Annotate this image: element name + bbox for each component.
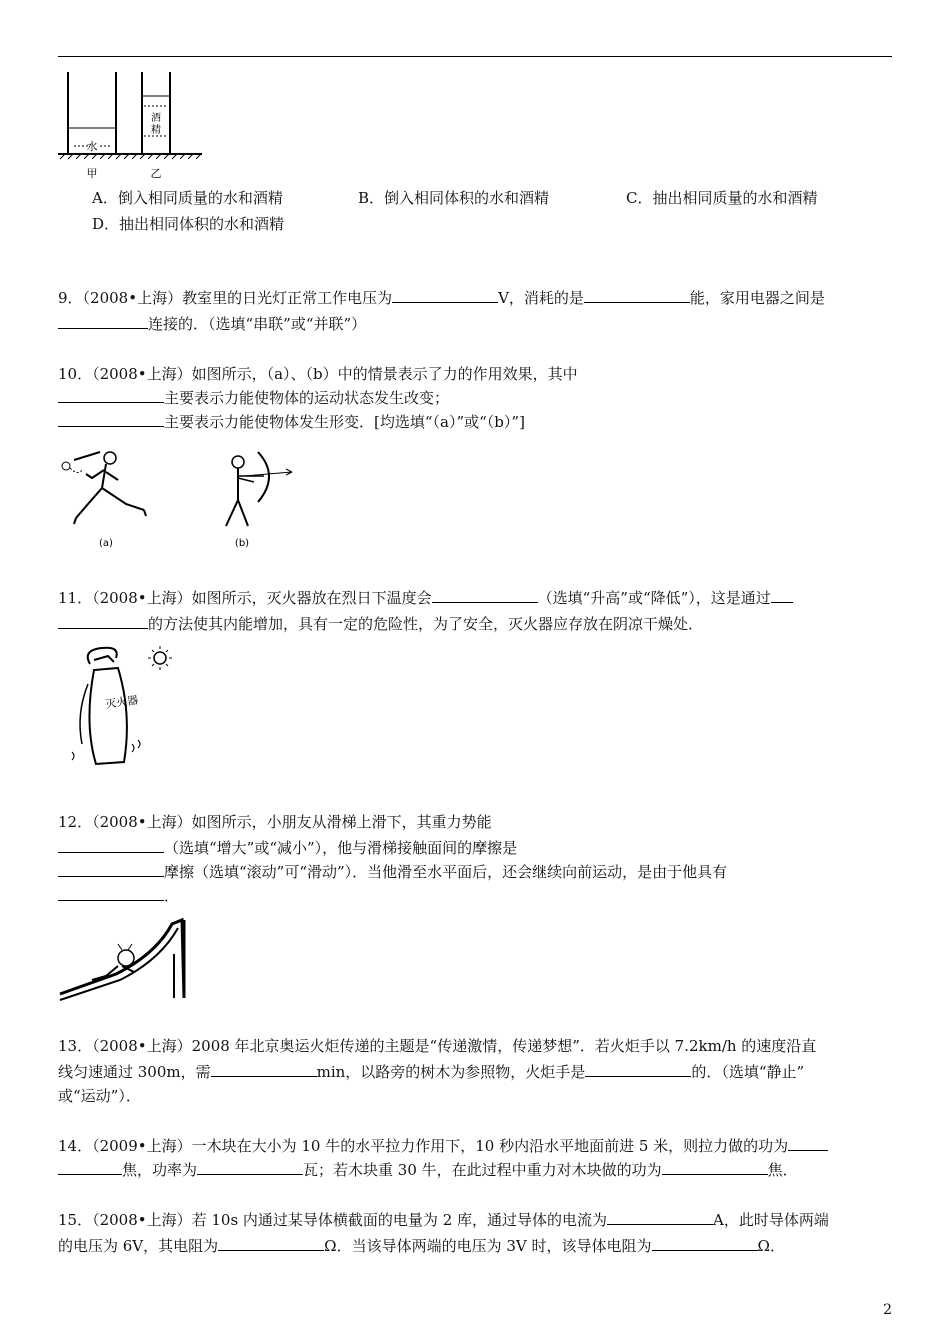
q13-blank-time[interactable] (211, 1062, 317, 1077)
q11-text-b: （选填“升高”或“降低”），这是通过 (537, 589, 771, 607)
q8-containers-figure (56, 66, 206, 182)
q11-text-a: 11．（2008•上海）如图所示，灭火器放在烈日下温度会 (58, 589, 432, 607)
option-d: D．抽出相同体积的水和酒精 (92, 215, 285, 233)
q13-line-1: 13．（2008•上海）2008 年北京奥运火炬传递的主题是“传递激情，传递梦想”．若火炬手以 7.2km/h 的速度沿直 (58, 1037, 817, 1055)
q14-text-1: 14．（2009•上海）一木块在大小为 10 牛的水平拉力作用下，10 秒内沿水平地面前进 5 米，则拉力做的功为 (58, 1137, 789, 1155)
q12-line-3 (58, 862, 727, 882)
q9-blank-voltage[interactable] (392, 288, 498, 303)
page-number: 2 (883, 1302, 892, 1318)
q15-text-d: Ω．当该导体两端的电压为 3V 时，该导体电阻为 (324, 1237, 652, 1255)
fig-text-alcohol-1: 酒 (151, 113, 161, 124)
q14-blank-work[interactable] (58, 1160, 122, 1175)
q9-text-d: 连接的．（选填“串联”或“并联”） (148, 315, 367, 333)
fig-text-alcohol-2: 精 (151, 125, 161, 136)
q13-blank-state[interactable] (585, 1062, 691, 1077)
q11-text-c: 的方法使其内能增加，具有一定的危险性，为了安全，灭火器应存放在阴凉干燥处． (148, 615, 704, 633)
q14-line-1 (58, 1136, 828, 1156)
q10-line-1: 10．（2008•上海）如图所示，（a）、（b）中的情景表示了力的作用效果，其中 (58, 365, 578, 383)
option-c: C．抽出相同质量的水和酒精 (626, 189, 818, 207)
q14-blank-power[interactable] (197, 1160, 303, 1175)
q12-text-4: ． (164, 887, 180, 905)
q13-line-3: 或“运动”）． (58, 1087, 141, 1105)
fig-label-jia: 甲 (86, 167, 98, 180)
q10-figure-a-batter (56, 448, 156, 552)
q9-text-b: V，消耗的是 (498, 289, 584, 307)
q15-text-e: Ω． (757, 1237, 785, 1255)
q15-text-a: 15．（2008•上海）若 10s 内通过某导体横截面的电量为 2 库，通过导体的电流为 (58, 1211, 608, 1229)
fig-text-extinguisher: 灭火器 (104, 693, 140, 711)
q12-text-2: （选填“增大”或“减小”），他与滑梯接触面间的摩擦是 (164, 839, 518, 857)
sun-icon (148, 646, 172, 670)
header-rule (58, 56, 892, 57)
q12-blank-potential[interactable] (58, 838, 164, 853)
q14-text-2b: 瓦；若木块重 30 牛，在此过程中重力对木块做的功为 (303, 1161, 662, 1179)
q10-text-3: 主要表示力能使物体发生形变．[均选填“（a）”或“（b）”] (164, 413, 525, 431)
fig-a-label: (a) (99, 538, 113, 549)
fig-text-water: 水 (86, 140, 98, 153)
q10-blank-1[interactable] (58, 388, 164, 403)
q15-blank-current[interactable] (607, 1210, 713, 1225)
q9-blank-energy[interactable] (584, 288, 690, 303)
q10-line-3 (58, 412, 525, 432)
q12-line-4 (58, 886, 179, 906)
q12-line-2 (58, 838, 517, 858)
q9-text-a: 9．（2008•上海）教室里的日光灯正常工作电压为 (58, 289, 393, 307)
q13-text-c: 的．（选填“静止” (691, 1063, 805, 1081)
container-yi (142, 72, 170, 154)
q14-text-2a: 焦，功率为 (122, 1161, 198, 1179)
q10-blank-2[interactable] (58, 412, 164, 427)
q15-text-b: A，此时导体两端 (713, 1211, 829, 1229)
option-a: A．倒入相同质量的水和酒精 (92, 189, 283, 207)
q12-line-1: 12．（2008•上海）如图所示，小朋友从滑梯上滑下，其重力势能 (58, 813, 492, 831)
q13-text-a: 线匀速通过 300m，需 (58, 1063, 211, 1081)
q11-extinguisher-figure (62, 644, 184, 774)
q11-line-2 (58, 614, 703, 634)
q11-blank-method[interactable] (58, 614, 148, 629)
q10-line-2 (58, 388, 449, 408)
q15-line-2 (58, 1236, 785, 1256)
q14-blank-gravity-work[interactable] (662, 1160, 768, 1175)
container-jia (68, 72, 116, 154)
q10-text-2: 主要表示力能使物体的运动状态发生改变； (164, 389, 450, 407)
q15-text-c: 的电压为 6V，其电阻为 (58, 1237, 219, 1255)
q15-line-1 (58, 1210, 829, 1230)
q15-blank-resistance-2[interactable] (652, 1236, 758, 1251)
q9-text-c: 能，家用电器之间是 (689, 289, 825, 307)
fig-label-yi: 乙 (150, 167, 162, 180)
option-b: B．倒入相同体积的水和酒精 (358, 189, 550, 207)
q15-blank-resistance-1[interactable] (218, 1236, 324, 1251)
q11-blank-temperature[interactable] (432, 588, 538, 603)
q11-blank-method-start[interactable] (771, 588, 793, 603)
q9-line-1 (58, 288, 825, 308)
q9-blank-connection[interactable] (58, 314, 148, 329)
fig-b-label: (b) (234, 538, 250, 549)
q11-line-1 (58, 588, 793, 608)
q9-line-2 (58, 314, 366, 334)
q12-slide-figure (56, 914, 192, 1004)
q12-text-3: 摩擦（选填“滚动”可“滑动”）．当他滑至水平面后，还会继续向前运动，是由于他具有 (164, 863, 728, 881)
q14-blank-work-start[interactable] (788, 1136, 828, 1151)
q12-blank-inertia[interactable] (58, 886, 164, 901)
q13-line-2 (58, 1062, 804, 1082)
q13-text-b: min，以路旁的树木为参照物，火炬手是 (316, 1063, 586, 1081)
q12-blank-friction[interactable] (58, 862, 164, 877)
q14-line-2 (58, 1160, 798, 1180)
q10-figure-b-archer (200, 448, 300, 552)
q14-text-2c: 焦． (767, 1161, 798, 1179)
